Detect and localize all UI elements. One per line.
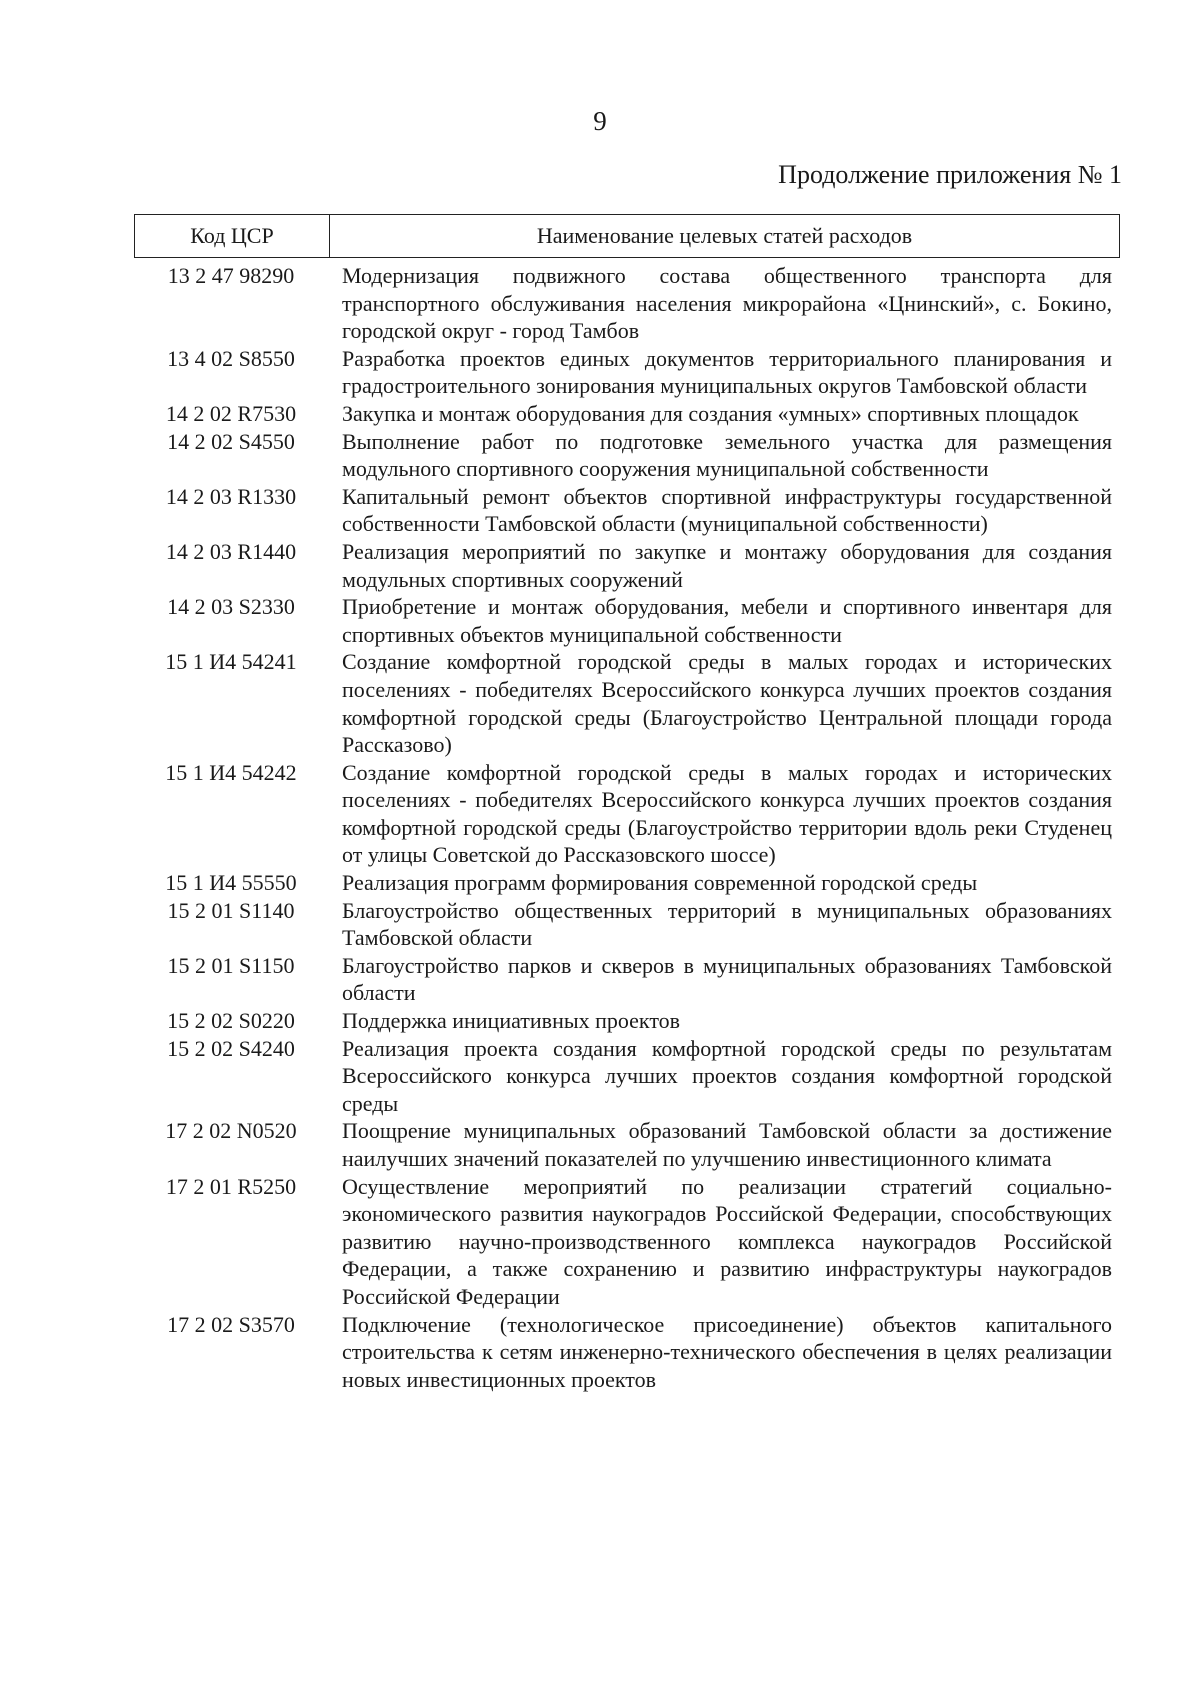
row-name: Разработка проектов единых документов территориального планирования и градостроительного зонирования муниципальных округов Тамбовской области [342, 345, 1112, 399]
header-code-column: Код ЦСР [135, 215, 330, 257]
row-name: Приобретение и монтаж оборудования, мебели и спортивного инвентаря для спортивных объектов муниципальной собственности [342, 594, 1112, 647]
table-row [134, 262, 1120, 345]
row-code: 15 2 02 S0220 [167, 1008, 295, 1034]
table-row [134, 428, 1120, 483]
row-code: 13 4 02 S8550 [167, 345, 295, 371]
row-name: Выполнение работ по подготовке земельного участка для размещения модульного спортивного сооружения муниципальной собственности [342, 428, 1112, 482]
row-name: Создание комфортной городской среды в малых городах и исторических поселениях - победителях Всероссийского конкурса лучших проектов создания комфортной городской среды (Благоустройство Центральной площади города Рассказово) [342, 649, 1112, 758]
row-name: Поощрение муниципальных образований Тамбовской области за достижение наилучших значений показателей по улучшению инвестиционного климата [342, 1118, 1112, 1171]
row-name: Закупка и монтаж оборудования для создания «умных» спортивных площадок [342, 400, 1079, 426]
row-code: 15 1 И4 54241 [165, 649, 297, 675]
table-row [134, 483, 1120, 538]
row-name: Реализация мероприятий по закупке и монтажу оборудования для создания модульных спортивных сооружений [342, 538, 1112, 592]
header-name-column: Наименование целевых статей расходов [536, 223, 913, 248]
table-row [134, 759, 1120, 869]
table-row [134, 1173, 1120, 1311]
table-row [134, 1311, 1120, 1394]
table-row [134, 869, 1120, 897]
row-name: Осуществление мероприятий по реализации стратегий социально-экономического развития наукоградов Российской Федерации, способствующих развитию научно-производственного комплекса наукоградов Российской Федерации, а также сохранению и развитию инфраструктуры наукоградов Российской Федерации [342, 1173, 1112, 1309]
row-code: 17 2 02 N0520 [165, 1118, 297, 1144]
row-name: Благоустройство общественных территорий в муниципальных образованиях Тамбовской области [342, 897, 1112, 951]
appendix-continuation-title: Продолжение приложения № 1 [778, 160, 1122, 189]
row-code: 17 2 01 R5250 [165, 1173, 297, 1199]
row-code: 15 2 01 S1140 [167, 897, 295, 923]
row-code: 13 2 47 98290 [167, 263, 295, 288]
table-row [134, 1117, 1120, 1172]
row-code: 15 1 И4 54242 [165, 759, 297, 785]
row-name: Подключение (технологическое присоединение) объектов капитального строительства к сетям инженерно-технического обеспечения в целях реализации новых инвестиционных проектов [342, 1311, 1112, 1392]
row-code: 17 2 02 S3570 [167, 1311, 295, 1337]
row-name: Поддержка инициативных проектов [342, 1008, 681, 1034]
row-name: Реализация программ формирования современной городской среды [342, 870, 978, 896]
table-row [134, 897, 1120, 952]
table-row [134, 952, 1120, 1007]
table-row [134, 593, 1120, 648]
table-body [134, 262, 1120, 1393]
row-code: 15 2 02 S4240 [167, 1035, 295, 1061]
table-row [134, 1007, 1120, 1035]
table-row [134, 345, 1120, 400]
table-header [134, 214, 1120, 258]
row-code: 14 2 03 S2330 [167, 594, 295, 620]
row-code: 14 2 02 R7530 [165, 400, 297, 426]
row-code: 15 2 01 S1150 [167, 952, 295, 978]
row-code: 14 2 03 R1440 [165, 538, 297, 564]
row-code: 14 2 03 R1330 [165, 483, 297, 509]
row-name: Благоустройство парков и скверов в муниципальных образованиях Тамбовской области [342, 952, 1112, 1006]
table-row [134, 648, 1120, 758]
row-code: 15 1 И4 55550 [165, 870, 297, 896]
table-row [134, 400, 1120, 428]
row-name: Модернизация подвижного состава общественного транспорта для транспортного обслуживания населения микрорайона «Цнинский», с. Бокино, городской округ - город Тамбов [342, 263, 1112, 344]
row-name: Реализация проекта создания комфортной городской среды по результатам Всероссийского конкурса лучших проектов создания комфортной городской среды [342, 1035, 1112, 1116]
row-name: Капитальный ремонт объектов спортивной инфраструктуры государственной собственности Тамбовской области (муниципальной собственности) [342, 483, 1112, 537]
table-row [134, 538, 1120, 593]
row-name: Создание комфортной городской среды в малых городах и исторических поселениях - победителях Всероссийского конкурса лучших проектов создания комфортной городской среды (Благоустройство территории вдоль реки Студенец от улицы Советской до Рассказовского шоссе) [342, 759, 1112, 868]
table-row [134, 1035, 1120, 1118]
page-number: 9 [593, 106, 607, 136]
row-code: 14 2 02 S4550 [167, 428, 295, 454]
